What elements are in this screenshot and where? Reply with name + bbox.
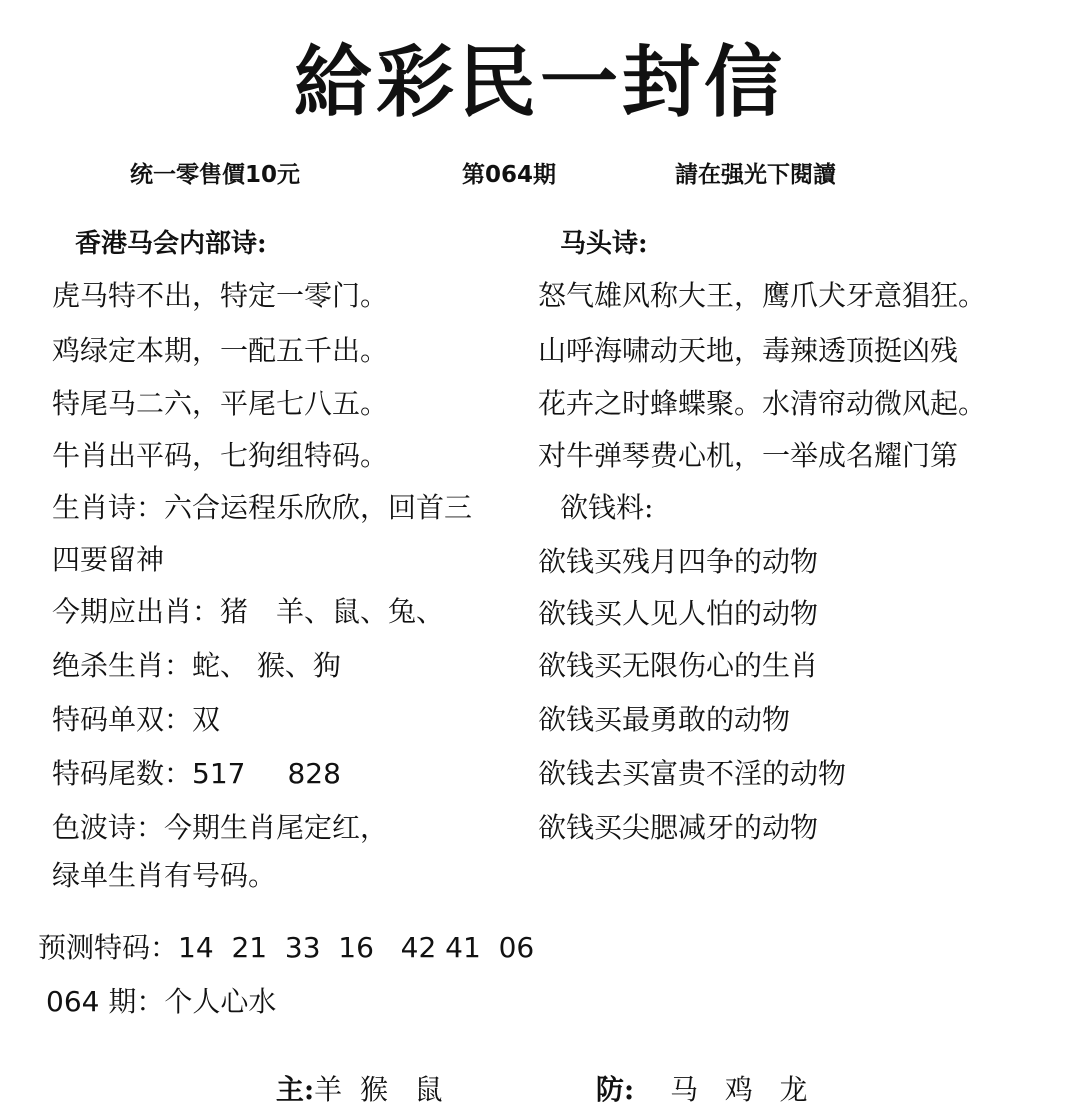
tail-number-value: 828 — [287, 757, 341, 790]
hk-poem-line: 虎马特不出，特定一零门。 — [52, 279, 389, 312]
hk-poem-heading: 香港马会内部诗: — [75, 229, 267, 259]
odd-even-value: 双 — [192, 703, 221, 736]
horse-poem-line: 对牛弹琴费心机，一举成名耀门第 — [538, 439, 959, 472]
money-item: 欲钱去买富贵不淫的动物 — [538, 757, 847, 790]
kill-zodiac-values: 蛇、 猴、狗 — [192, 649, 341, 682]
predict-label: 预测特码： — [38, 931, 179, 964]
money-item: 欲钱买人见人怕的动物 — [538, 597, 819, 630]
hk-poem-line: 特尾马二六，平尾七八五。 — [52, 387, 389, 420]
issue-tip-value: 个人心水 — [164, 985, 277, 1018]
page-title: 給彩民一封信 — [293, 38, 786, 128]
tail-number-row — [52, 756, 341, 792]
predict-row — [38, 930, 534, 966]
zodiac-poem-line: 四要留神 — [52, 543, 165, 576]
should-zodiac-label: 今期应出肖： — [52, 595, 221, 628]
zodiac-poem-line: 生肖诗：六合运程乐欣欣，回首三 — [52, 491, 473, 524]
tail-number-value: 517 — [192, 757, 246, 790]
odd-even-label: 特码单双： — [52, 703, 193, 736]
main-pick-label: 主: — [275, 1073, 315, 1106]
price-text: 统一零售價10元 — [130, 162, 301, 188]
color-poem-line: 绿单生肖有号码。 — [52, 859, 277, 892]
guard-pick-label: 防: — [595, 1073, 635, 1106]
issue-tip-label: 064 期： — [46, 985, 165, 1018]
horse-poem-line: 花卉之时蜂蝶聚。水清帘动微风起。 — [538, 387, 987, 420]
should-zodiac-values: 猪 羊、鼠、兔、 — [220, 595, 445, 628]
horse-poem-line: 山呼海啸动天地，毒辣透顶挺凶残 — [538, 334, 959, 367]
money-item: 欲钱买残月四争的动物 — [538, 545, 819, 578]
horse-poem-line: 怒气雄风称大王，鹰爪犬牙意猖狂。 — [538, 279, 987, 312]
money-heading: 欲钱料: — [560, 491, 654, 524]
main-pick-row — [258, 1036, 443, 1108]
odd-even-row — [52, 702, 220, 738]
color-poem-line: 色波诗：今期生肖尾定红， — [52, 811, 389, 844]
guard-pick-values: 马 鸡 龙 — [670, 1073, 808, 1106]
horse-poem-heading: 马头诗: — [560, 229, 648, 259]
kill-zodiac-label: 绝杀生肖： — [52, 649, 193, 682]
tail-number-label: 特码尾数： — [52, 757, 193, 790]
issue-number: 第064期 — [462, 162, 557, 188]
should-zodiac-row — [52, 594, 444, 630]
money-item: 欲钱买最勇敢的动物 — [538, 703, 791, 736]
predict-numbers: 14 21 33 16 42 41 06 — [178, 931, 535, 964]
hk-poem-line: 鸡绿定本期，一配五千出。 — [52, 334, 389, 367]
kill-zodiac-row — [52, 648, 341, 684]
main-pick-values: 羊 猴 鼠 — [314, 1073, 443, 1106]
reading-note: 請在强光下閱讀 — [675, 162, 836, 188]
money-item: 欲钱买无限伤心的生肖 — [538, 649, 819, 682]
hk-poem-line: 牛肖出平码，七狗组特码。 — [52, 439, 389, 472]
issue-tip-row — [46, 984, 276, 1020]
guard-pick-row — [578, 1036, 808, 1108]
money-item: 欲钱买尖腮减牙的动物 — [538, 811, 819, 844]
